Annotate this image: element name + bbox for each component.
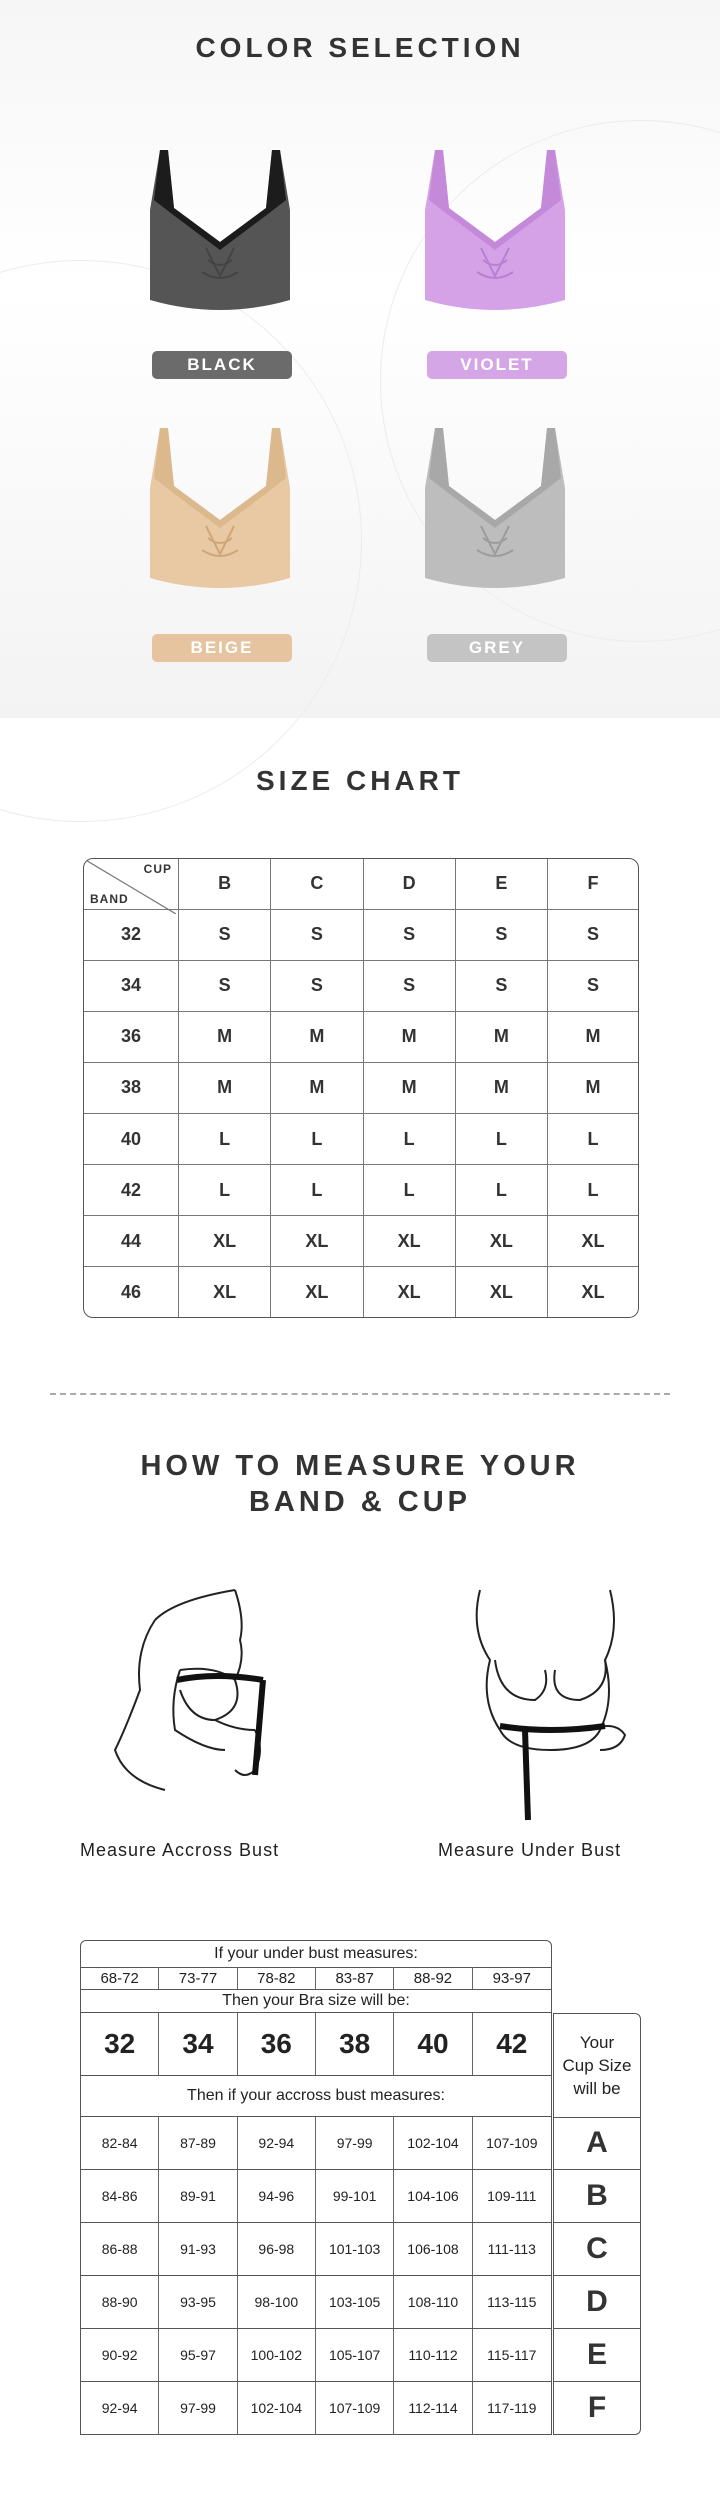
band-size-cell: 34 bbox=[84, 960, 179, 1011]
measure-title-line1: HOW TO MEASURE YOUR bbox=[140, 1450, 580, 1482]
band-size-cell: 44 bbox=[84, 1216, 179, 1267]
across-bust-range-cell: 94-96 bbox=[238, 2170, 316, 2222]
size-cell: M bbox=[548, 1011, 639, 1062]
under-bust-heading: If your under bust measures: bbox=[80, 1940, 552, 1968]
caption-under-bust: Measure Under Bust bbox=[438, 1840, 622, 1860]
bra-image-violet bbox=[405, 150, 585, 310]
cup-header: C bbox=[271, 859, 363, 909]
across-bust-range-row bbox=[80, 2276, 552, 2329]
across-bust-range-cell: 109-111 bbox=[487, 2188, 537, 2204]
across-bust-range-cell: 97-99 bbox=[316, 2117, 394, 2169]
across-bust-range-cell: 89-91 bbox=[159, 2170, 237, 2222]
across-bust-range-cell: 112-114 bbox=[394, 2382, 472, 2434]
across-bust-range-cell: 92-94 bbox=[81, 2382, 159, 2434]
size-cell: L bbox=[455, 1165, 547, 1216]
bra-image-grey bbox=[405, 428, 585, 588]
across-bust-heading: Then if your accross bust measures: bbox=[80, 2076, 552, 2117]
size-cell: M bbox=[455, 1062, 547, 1113]
cup-letter: D bbox=[553, 2276, 641, 2329]
color-tag-black[interactable]: BLACK bbox=[152, 351, 292, 379]
size-chart-row bbox=[84, 1267, 638, 1317]
across-bust-range-cell: 113-115 bbox=[487, 2294, 537, 2310]
across-bust-range-cell: 82-84 bbox=[81, 2117, 159, 2169]
across-bust-range-cell: 115-117 bbox=[487, 2347, 537, 2363]
across-bust-range-cell: 95-97 bbox=[159, 2329, 237, 2381]
cup-size-label bbox=[553, 2013, 641, 2118]
under-bust-range-cell: 93-97 bbox=[492, 1969, 531, 1987]
size-cell: S bbox=[179, 960, 271, 1011]
across-bust-range-cell: 107-109 bbox=[486, 2135, 538, 2151]
band-size-cell: 36 bbox=[84, 1011, 179, 1062]
across-bust-range-cell: 110-112 bbox=[394, 2329, 472, 2381]
caption-across-bust: Measure Accross Bust bbox=[80, 1840, 280, 1860]
under-bust-range-cell: 73-77 bbox=[159, 1967, 237, 1989]
cup-size-label-line: will be bbox=[573, 2079, 621, 2098]
across-bust-range-cell: 84-86 bbox=[81, 2170, 159, 2222]
across-bust-range-cell: 111-113 bbox=[487, 2241, 536, 2257]
bra-size-cell: 32 bbox=[81, 2013, 159, 2075]
band-size-cell: 38 bbox=[84, 1062, 179, 1113]
band-size-cell: 32 bbox=[84, 909, 179, 960]
cup-size-label-line: Cup Size bbox=[562, 2056, 632, 2075]
cup-header: E bbox=[455, 859, 547, 909]
size-chart-row bbox=[84, 1011, 638, 1062]
across-bust-range-row bbox=[80, 2117, 552, 2170]
size-cell: S bbox=[363, 960, 455, 1011]
size-chart-row bbox=[84, 1062, 638, 1113]
size-cell: XL bbox=[363, 1267, 455, 1317]
across-bust-range-cell: 87-89 bbox=[159, 2117, 237, 2169]
size-cell: S bbox=[271, 960, 363, 1011]
size-cell: XL bbox=[455, 1267, 547, 1317]
band-size-cell: 42 bbox=[84, 1165, 179, 1216]
size-chart-row bbox=[84, 960, 638, 1011]
bra-size-row bbox=[80, 2013, 552, 2076]
bra-image-beige bbox=[130, 428, 310, 588]
measure-title-line2: BAND & CUP bbox=[248, 1486, 472, 1518]
size-cell: XL bbox=[271, 1216, 363, 1267]
size-cell: L bbox=[363, 1114, 455, 1165]
cup-header: D bbox=[363, 859, 455, 909]
color-selection-title: COLOR SELECTION bbox=[195, 32, 525, 63]
across-bust-range-cell: 98-100 bbox=[238, 2276, 316, 2328]
bra-size-cell: 36 bbox=[238, 2013, 316, 2075]
color-tag-beige[interactable]: BEIGE bbox=[152, 634, 292, 662]
size-cell: M bbox=[271, 1062, 363, 1113]
size-chart-header-row bbox=[84, 859, 638, 909]
bra-size-cell: 38 bbox=[316, 2013, 394, 2075]
size-chart-row bbox=[84, 909, 638, 960]
size-cell: XL bbox=[363, 1216, 455, 1267]
size-cell: L bbox=[271, 1114, 363, 1165]
under-bust-range-cell: 78-82 bbox=[238, 1967, 316, 1989]
bra-size-heading: Then your Bra size will be: bbox=[80, 1990, 552, 2013]
illustration-under-bust bbox=[440, 1580, 650, 1830]
across-bust-range-cell: 88-90 bbox=[81, 2276, 159, 2328]
size-cell: L bbox=[548, 1114, 639, 1165]
band-size-cell: 40 bbox=[84, 1114, 179, 1165]
bra-fabric bbox=[150, 150, 290, 310]
cup-letter: A bbox=[553, 2117, 641, 2170]
size-cell: L bbox=[455, 1114, 547, 1165]
bra-size-cell: 40 bbox=[394, 2013, 472, 2075]
across-bust-range-row bbox=[80, 2223, 552, 2276]
size-cell: S bbox=[271, 909, 363, 960]
across-bust-range-cell: 96-98 bbox=[238, 2223, 316, 2275]
cup-letter: B bbox=[553, 2170, 641, 2223]
across-bust-range-cell: 99-101 bbox=[316, 2170, 394, 2222]
across-bust-range-cell: 91-93 bbox=[159, 2223, 237, 2275]
under-bust-range-cell: 88-92 bbox=[394, 1967, 472, 1989]
cup-letter: C bbox=[553, 2223, 641, 2276]
across-bust-range-cell: 90-92 bbox=[81, 2329, 159, 2381]
size-cell: M bbox=[548, 1062, 639, 1113]
across-bust-range-row bbox=[80, 2329, 552, 2382]
across-bust-range-cell: 86-88 bbox=[81, 2223, 159, 2275]
under-bust-range-cell: 83-87 bbox=[316, 1967, 394, 1989]
size-cell: S bbox=[455, 909, 547, 960]
size-cell: M bbox=[363, 1062, 455, 1113]
size-cell: S bbox=[363, 909, 455, 960]
cup-size-label-line: Your bbox=[579, 2033, 615, 2052]
cup-letter: E bbox=[553, 2329, 641, 2382]
bra-size-cell: 34 bbox=[159, 2013, 237, 2075]
band-label: BAND bbox=[90, 891, 129, 906]
cup-label: CUP bbox=[143, 862, 172, 876]
size-cell: S bbox=[455, 960, 547, 1011]
across-bust-range-cell: 97-99 bbox=[159, 2382, 237, 2434]
cup-header: B bbox=[179, 859, 271, 909]
size-cell: XL bbox=[548, 1267, 639, 1317]
size-chart-row bbox=[84, 1114, 638, 1165]
across-bust-range-cell: 100-102 bbox=[238, 2329, 316, 2381]
section-divider bbox=[50, 1393, 670, 1395]
size-chart-table bbox=[83, 858, 639, 1318]
size-chart-row bbox=[84, 1216, 638, 1267]
size-cell: M bbox=[179, 1011, 271, 1062]
size-cell: XL bbox=[455, 1216, 547, 1267]
size-cell: S bbox=[179, 909, 271, 960]
across-bust-range-cell: 105-107 bbox=[316, 2329, 394, 2381]
illustration-across-bust bbox=[95, 1580, 305, 1810]
under-bust-range-cell: 68-72 bbox=[81, 1967, 159, 1989]
band-size-cell: 46 bbox=[84, 1267, 179, 1317]
across-bust-range-cell: 92-94 bbox=[238, 2117, 316, 2169]
size-cell: L bbox=[271, 1165, 363, 1216]
size-cell: M bbox=[363, 1011, 455, 1062]
color-tag-violet[interactable]: VIOLET bbox=[427, 351, 567, 379]
across-bust-range-cell: 102-104 bbox=[394, 2117, 472, 2169]
bra-size-cell: 42 bbox=[496, 2028, 528, 2059]
across-bust-range-cell: 103-105 bbox=[316, 2276, 394, 2328]
size-cell: M bbox=[179, 1062, 271, 1113]
color-section bbox=[0, 0, 720, 718]
across-bust-range-cell: 93-95 bbox=[159, 2276, 237, 2328]
cup-letter: F bbox=[553, 2382, 641, 2435]
size-cell: M bbox=[271, 1011, 363, 1062]
size-chart-title: SIZE CHART bbox=[256, 765, 464, 796]
size-cell: XL bbox=[179, 1267, 271, 1317]
across-bust-range-row bbox=[80, 2170, 552, 2223]
size-cell: XL bbox=[179, 1216, 271, 1267]
size-cell: M bbox=[455, 1011, 547, 1062]
size-chart-corner bbox=[84, 859, 179, 909]
size-cell: S bbox=[548, 960, 639, 1011]
across-bust-range-cell: 107-109 bbox=[316, 2382, 394, 2434]
size-chart-row bbox=[84, 1165, 638, 1216]
bra-image-black bbox=[130, 150, 310, 310]
across-bust-range-cell: 106-108 bbox=[394, 2223, 472, 2275]
across-bust-range-cell: 117-119 bbox=[487, 2400, 537, 2416]
size-cell: L bbox=[179, 1165, 271, 1216]
across-bust-range-cell: 102-104 bbox=[238, 2382, 316, 2434]
across-bust-range-cell: 101-103 bbox=[316, 2223, 394, 2275]
size-cell: XL bbox=[548, 1216, 639, 1267]
under-bust-range-row bbox=[80, 1967, 552, 1990]
cup-header: F bbox=[548, 859, 639, 909]
size-cell: XL bbox=[271, 1267, 363, 1317]
size-cell: L bbox=[363, 1165, 455, 1216]
color-tag-grey[interactable]: GREY bbox=[427, 634, 567, 662]
size-cell: L bbox=[179, 1114, 271, 1165]
size-cell: S bbox=[548, 909, 639, 960]
size-cell: L bbox=[548, 1165, 639, 1216]
across-bust-range-row bbox=[80, 2382, 552, 2435]
across-bust-range-cell: 104-106 bbox=[394, 2170, 472, 2222]
across-bust-range-cell: 108-110 bbox=[394, 2276, 472, 2328]
